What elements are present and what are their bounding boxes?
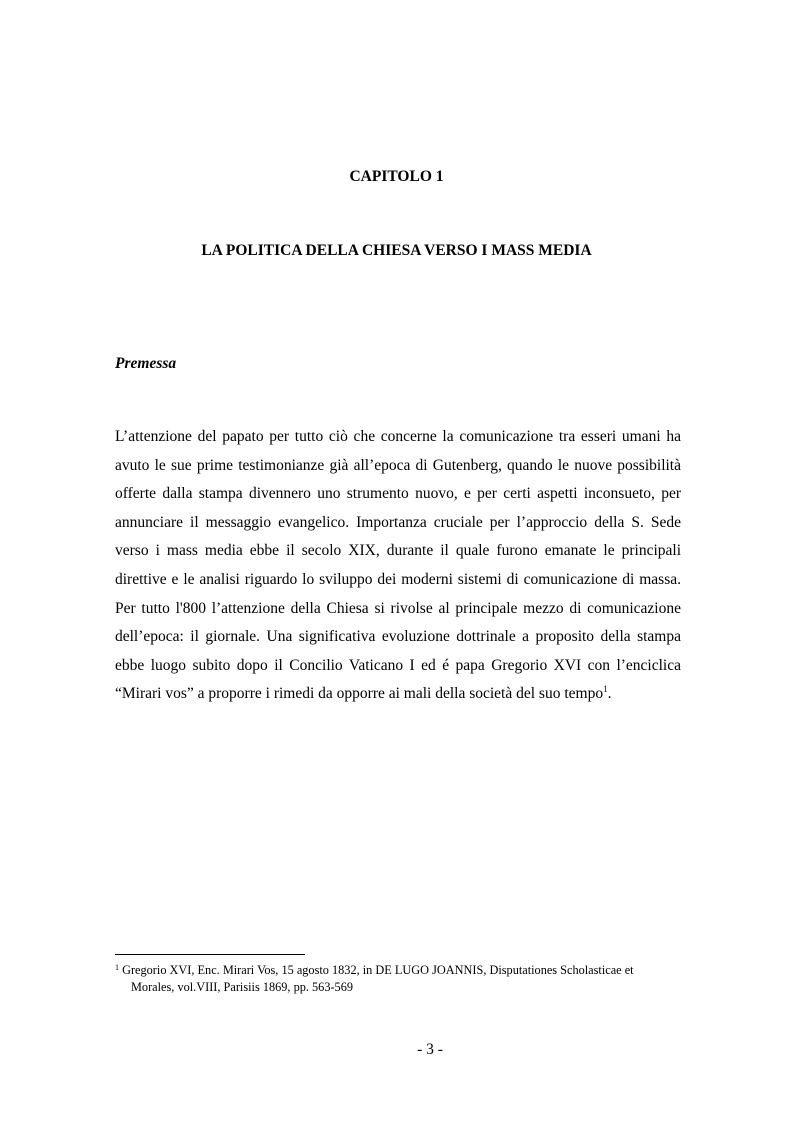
footnote-line-1: Gregorio XVI, Enc. Mirari Vos, 15 agosto 1832, in DE LUGO JOANNIS, Disputationes Scholasticae et [122,963,634,977]
footnote-line-2: Morales, vol.VIII, Parisiis 1869, pp. 563-569 [131,979,354,994]
body-paragraph-text: L’attenzione del papato per tutto ciò che concerne la comunicazione tra esseri umani ha avuto le sue prime testimonianze già all’epoca di Gutenberg, quando le nuove possibilità offerte dalla stampa divennero uno strumento nuovo, e per certi aspetti inconsueto, per annunciare il messaggio evangelico. Importanza cruciale per l’approccio della S. Sede verso i mass media ebbe il secolo XIX, durante il quale furono emanate le principali direttive e le analisi riguardo lo sviluppo dei moderni sistemi di comunicazione di massa. Per tutto l'800 l’attenzione della Chiesa si rivolse al principale mezzo di comunicazione dell’epoca: il giornale. Una significativa evoluzione dottrinale a proposito della stampa ebbe luogo subito dopo il Concilio Vaticano I ed é papa Gregorio XVI con l’enciclica “Mirari vos” a proporre i rimedi da opporre ai mali della società del suo tempo [115,428,681,703]
chapter-title: LA POLITICA DELLA CHIESA VERSO I MASS MEDIA [201,242,592,259]
page-number: - 3 - [417,1041,443,1058]
section-heading: Premessa [115,355,177,372]
chapter-number: CAPITOLO 1 [349,168,444,185]
body-paragraph [115,423,681,709]
footnote-reference[interactable]: 1 [603,684,608,695]
footnote-divider [115,954,305,955]
body-paragraph-end: . [607,685,612,703]
footnote [115,962,681,995]
footnote-marker: 1 [115,963,119,972]
